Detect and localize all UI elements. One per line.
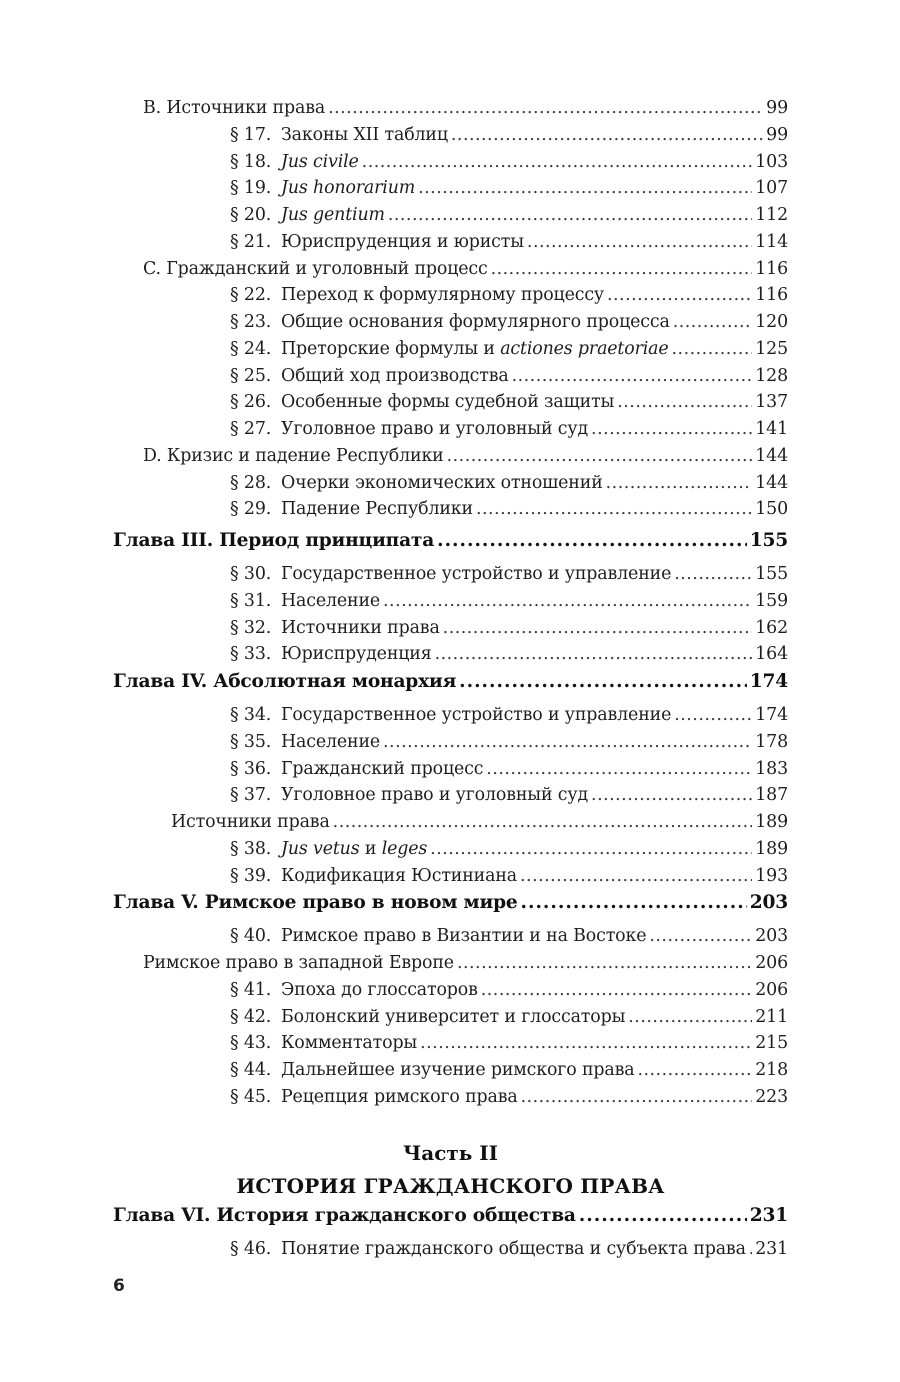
- toc-entry-title: [281, 232, 524, 252]
- toc-page-number: 159: [755, 590, 788, 611]
- dot-leader: [607, 285, 752, 305]
- toc-page-number: 189: [755, 812, 788, 832]
- dot-leader: [388, 205, 752, 225]
- toc-page-number: 206: [755, 979, 788, 1000]
- toc-page-number: 120: [755, 312, 788, 332]
- toc-paragraph-entry[interactable]: [113, 785, 788, 812]
- toc-title-segment: Глава VI. История гражданского общества: [113, 1205, 576, 1226]
- toc-entry-title: [281, 366, 509, 386]
- toc-entry-title: [281, 785, 588, 805]
- toc-page-number: 99: [766, 124, 788, 145]
- toc-section-entry[interactable]: [113, 98, 788, 125]
- toc-chapter-entry[interactable]: [113, 892, 788, 926]
- toc-page-number: 137: [755, 392, 788, 413]
- toc-paragraph-entry[interactable]: [113, 205, 788, 232]
- toc-page-number: 174: [749, 671, 788, 692]
- toc-paragraph-number: § 37.: [230, 785, 272, 806]
- toc-paragraph-number: § 41.: [230, 979, 272, 1000]
- toc-entry-title: [281, 705, 671, 725]
- toc-paragraph-entry[interactable]: [113, 618, 788, 645]
- toc-paragraph-entry[interactable]: [113, 232, 788, 259]
- toc-page-number: 206: [755, 953, 788, 973]
- toc-page-number: 218: [755, 1060, 788, 1080]
- toc-paragraph-entry[interactable]: [113, 1239, 788, 1266]
- toc-paragraph-entry[interactable]: [113, 152, 788, 179]
- toc-paragraph-entry[interactable]: [113, 926, 788, 953]
- toc-title-segment: Дальнейшее изучение римского права: [281, 1060, 635, 1080]
- toc-title-segment: Юриспруденция: [281, 644, 432, 665]
- toc-title-italic-segment: Jus gentium: [281, 205, 385, 225]
- toc-entry-title: [281, 980, 478, 1000]
- dot-leader: [418, 178, 752, 198]
- toc-page-number: 211: [755, 1006, 788, 1027]
- toc-title-segment: Римское право в Византии и на Востоке: [281, 926, 647, 947]
- toc-page-number: 183: [755, 758, 788, 779]
- dot-leader: [420, 1033, 752, 1053]
- dot-leader: [383, 732, 752, 752]
- toc-page-number: 155: [755, 564, 788, 584]
- toc-chapter-entry[interactable]: [113, 530, 788, 564]
- toc-title-segment: Население: [281, 731, 381, 752]
- dot-leader: [674, 564, 752, 584]
- toc-title-segment: Законы XII таблиц: [281, 124, 448, 145]
- toc-paragraph-number: § 22.: [230, 285, 272, 306]
- toc-paragraph-entry[interactable]: [113, 499, 788, 526]
- page-number: 6: [113, 1276, 125, 1296]
- toc-page-number: 116: [755, 285, 788, 306]
- toc-page-number: 203: [749, 892, 788, 914]
- toc-title-segment: Рецепция римского права: [281, 1086, 518, 1107]
- dot-leader: [520, 866, 752, 886]
- toc-entry-title: [281, 926, 646, 946]
- toc-paragraph-number: § 43.: [230, 1033, 272, 1054]
- toc-title-segment: и: [359, 838, 382, 859]
- toc-paragraph-number: § 18.: [230, 151, 272, 172]
- dot-leader: [672, 339, 753, 359]
- toc-title-segment: Общие основания формулярного процесса: [281, 312, 670, 332]
- toc-paragraph-entry[interactable]: [113, 759, 788, 786]
- toc-paragraph-number: § 27.: [230, 419, 272, 439]
- table-of-contents: [113, 98, 788, 1114]
- dot-leader: [430, 839, 752, 859]
- toc-title-segment: Источники права: [281, 617, 440, 638]
- toc-entry-title: [281, 178, 415, 198]
- dot-leader: [521, 892, 747, 913]
- toc-title-italic-segment: leges: [381, 838, 428, 859]
- toc-title-segment: Уголовное право и уголовный суд: [281, 785, 589, 806]
- toc-paragraph-entry[interactable]: [113, 339, 788, 366]
- toc-paragraph-number: § 33.: [230, 644, 272, 665]
- toc-page-number: 193: [755, 865, 788, 886]
- dot-leader: [749, 1239, 752, 1259]
- dot-leader: [527, 232, 752, 252]
- toc-page-number: 112: [755, 205, 788, 225]
- dot-leader: [579, 1205, 747, 1226]
- toc-entry-title: [171, 812, 330, 832]
- toc-entry-title: [143, 446, 444, 466]
- toc-paragraph-number: § 31.: [230, 590, 272, 611]
- toc-paragraph-number: § 44.: [230, 1060, 272, 1080]
- toc-page-number: 114: [755, 231, 788, 252]
- toc-subsection-entry[interactable]: [113, 812, 788, 839]
- toc-page-number: 99: [766, 98, 788, 118]
- toc-paragraph-number: § 40.: [230, 926, 272, 947]
- toc-paragraph-number: § 19.: [230, 178, 272, 199]
- table-of-contents-continued: [113, 1205, 788, 1266]
- dot-leader: [637, 1060, 752, 1080]
- toc-page-number: 155: [749, 530, 788, 551]
- toc-page-number: 187: [755, 785, 788, 806]
- toc-paragraph-number: § 28.: [230, 472, 272, 493]
- toc-title-segment: Кодификация Юстиниана: [281, 865, 518, 886]
- toc-title-segment: Преторские формулы и: [281, 338, 501, 359]
- toc-paragraph-entry[interactable]: [113, 705, 788, 732]
- toc-page-number: 231: [755, 1239, 788, 1259]
- toc-entry-title: [143, 98, 325, 118]
- toc-section-entry[interactable]: [113, 259, 788, 286]
- dot-leader: [447, 446, 753, 466]
- toc-paragraph-number: § 21.: [230, 231, 272, 252]
- toc-paragraph-entry[interactable]: [113, 392, 788, 419]
- toc-title-segment: Государственное устройство и управление: [281, 564, 672, 584]
- toc-paragraph-entry[interactable]: [113, 1007, 788, 1034]
- part-number: Часть II: [402, 1141, 499, 1165]
- toc-entry-title: [281, 644, 432, 664]
- toc-title-italic-segment: actiones praetoriae: [500, 338, 669, 359]
- toc-page-number: 125: [755, 338, 788, 359]
- toc-entry-title: [281, 591, 380, 611]
- toc-page-number: 203: [755, 926, 788, 947]
- toc-paragraph-number: § 38.: [230, 838, 272, 859]
- dot-leader: [521, 1087, 753, 1107]
- toc-title-segment: Гражданский процесс: [281, 758, 484, 779]
- toc-entry-title: [281, 392, 614, 412]
- dot-leader: [674, 705, 752, 725]
- dot-leader: [362, 152, 753, 172]
- toc-title-segment: Глава III. Период принципата: [113, 530, 435, 551]
- toc-title-segment: Источники права: [171, 812, 330, 832]
- toc-title-segment: Эпоха до глоссаторов: [281, 979, 478, 1000]
- toc-paragraph-number: § 30.: [230, 564, 272, 584]
- toc-chapter-entry[interactable]: [113, 671, 788, 705]
- toc-paragraph-entry[interactable]: [113, 419, 788, 446]
- toc-entry-title: [281, 152, 359, 172]
- toc-page-number: 162: [755, 617, 788, 638]
- toc-entry-title: [281, 564, 671, 584]
- toc-entry-title: [281, 618, 440, 638]
- toc-title-segment: Государственное устройство и управление: [281, 705, 672, 725]
- dot-leader: [649, 926, 752, 946]
- toc-paragraph-entry[interactable]: [113, 285, 788, 312]
- dot-leader: [459, 671, 747, 692]
- dot-leader: [333, 812, 753, 832]
- toc-paragraph-entry[interactable]: [113, 1060, 788, 1087]
- toc-paragraph-entry[interactable]: [113, 866, 788, 893]
- toc-title-segment: Болонский университет и глоссаторы: [281, 1006, 626, 1027]
- dot-leader: [491, 259, 753, 279]
- toc-title-segment: D. Кризис и падение Республики: [143, 445, 444, 466]
- toc-page-number: 116: [755, 258, 788, 279]
- toc-page-number: 107: [755, 178, 788, 199]
- toc-paragraph-entry[interactable]: [113, 644, 788, 671]
- toc-paragraph-number: § 23.: [230, 312, 272, 332]
- toc-paragraph-entry[interactable]: [113, 839, 788, 866]
- toc-entry-title: [281, 339, 669, 359]
- toc-paragraph-entry[interactable]: [113, 591, 788, 618]
- dot-leader: [437, 530, 747, 551]
- toc-entry-title: [281, 419, 588, 439]
- toc-page-number: 174: [755, 705, 788, 725]
- toc-title-segment: Римское право в западной Европе: [143, 953, 454, 973]
- toc-entry-title: [113, 671, 456, 692]
- toc-paragraph-number: § 20.: [230, 205, 272, 225]
- toc-paragraph-number: § 35.: [230, 731, 272, 752]
- toc-title-italic-segment: Jus honorarium: [281, 178, 416, 199]
- toc-paragraph-entry[interactable]: [113, 366, 788, 393]
- toc-entry-title: [281, 839, 427, 859]
- toc-paragraph-number: § 39.: [230, 865, 272, 886]
- toc-chapter-entry[interactable]: [113, 1205, 788, 1239]
- toc-entry-title: [281, 125, 448, 145]
- toc-entry-title: [281, 866, 517, 886]
- toc-paragraph-entry[interactable]: [113, 732, 788, 759]
- toc-title-segment: Падение Республики: [281, 499, 473, 520]
- toc-title-segment: Глава V. Римское право в новом мире: [113, 892, 518, 914]
- toc-entry-title: [143, 259, 488, 279]
- toc-page-number: 215: [755, 1033, 788, 1054]
- toc-title-segment: Очерки экономических отношений: [281, 472, 603, 493]
- part-heading: [113, 1138, 788, 1204]
- toc-paragraph-entry[interactable]: [113, 125, 788, 152]
- toc-title-segment: Глава IV. Абсолютная монархия: [113, 671, 457, 692]
- toc-title-italic-segment: Jus vetus: [281, 838, 360, 859]
- toc-section-entry[interactable]: [113, 953, 788, 980]
- toc-page-number: 144: [755, 445, 788, 466]
- toc-paragraph-entry[interactable]: [113, 980, 788, 1007]
- toc-title-segment: Комментаторы: [281, 1033, 418, 1054]
- dot-leader: [486, 759, 752, 779]
- toc-entry-title: [113, 530, 434, 551]
- toc-entry-title: [281, 499, 473, 519]
- toc-entry-title: [281, 1060, 634, 1080]
- toc-entry-title: [113, 1205, 576, 1226]
- toc-entry-title: [281, 312, 670, 332]
- toc-page-number: 144: [755, 472, 788, 493]
- toc-page-number: 164: [755, 644, 788, 665]
- toc-entry-title: [281, 285, 604, 305]
- toc-paragraph-number: § 25.: [230, 365, 272, 386]
- dot-leader: [512, 366, 753, 386]
- dot-leader: [481, 980, 753, 1000]
- toc-title-segment: Общий ход производства: [281, 365, 509, 386]
- toc-paragraph-number: § 17.: [230, 124, 272, 145]
- toc-section-entry[interactable]: [113, 446, 788, 473]
- toc-entry-title: [143, 953, 454, 973]
- toc-entry-title: [281, 759, 483, 779]
- toc-paragraph-number: § 32.: [230, 617, 272, 638]
- toc-paragraph-number: § 34.: [230, 705, 272, 725]
- dot-leader: [435, 644, 753, 664]
- toc-entry-title: [281, 1033, 417, 1053]
- toc-paragraph-entry[interactable]: [113, 564, 788, 591]
- toc-title-segment: Понятие гражданского общества и субъекта права: [281, 1239, 746, 1259]
- dot-leader: [328, 98, 763, 118]
- toc-paragraph-number: § 36.: [230, 758, 272, 779]
- dot-leader: [617, 392, 752, 412]
- toc-page-number: 128: [755, 365, 788, 386]
- toc-paragraph-entry[interactable]: [113, 312, 788, 339]
- toc-paragraph-number: § 45.: [230, 1086, 272, 1107]
- toc-title-segment: Уголовное право и уголовный суд: [281, 419, 589, 439]
- toc-page-number: 231: [749, 1205, 788, 1226]
- toc-title-segment: B. Источники права: [143, 98, 326, 118]
- dot-leader: [457, 953, 752, 973]
- dot-leader: [673, 312, 753, 332]
- toc-paragraph-entry[interactable]: [113, 178, 788, 205]
- toc-page-number: 103: [755, 151, 788, 172]
- toc-paragraph-entry[interactable]: [113, 1087, 788, 1114]
- toc-paragraph-number: § 26.: [230, 392, 272, 413]
- toc-page-number: 223: [755, 1086, 788, 1107]
- toc-entry-title: [113, 892, 518, 913]
- toc-page-number: 189: [755, 838, 788, 859]
- dot-leader: [443, 618, 753, 638]
- toc-title-segment: Население: [281, 590, 381, 611]
- toc-title-segment: C. Гражданский и уголовный процесс: [143, 258, 488, 279]
- toc-title-segment: Юриспруденция и юристы: [281, 231, 524, 252]
- toc-entry-title: [281, 473, 603, 493]
- toc-entry-title: [281, 205, 385, 225]
- dot-leader: [383, 591, 752, 611]
- dot-leader: [591, 785, 752, 805]
- dot-leader: [591, 419, 752, 439]
- toc-paragraph-number: § 29.: [230, 499, 272, 520]
- toc-paragraph-number: § 24.: [230, 338, 272, 359]
- toc-title-italic-segment: Jus civile: [281, 151, 359, 172]
- toc-entry-title: [281, 1239, 746, 1259]
- part-title: ИСТОРИЯ ГРАЖДАНСКОГО ПРАВА: [236, 1174, 665, 1198]
- dot-leader: [606, 473, 753, 493]
- toc-title-segment: Переход к формулярному процессу: [281, 285, 604, 306]
- toc-entry-title: [281, 732, 380, 752]
- toc-paragraph-entry[interactable]: [113, 473, 788, 500]
- toc-page-number: 141: [755, 419, 788, 439]
- toc-entry-title: [281, 1007, 625, 1027]
- toc-entry-title: [281, 1087, 518, 1107]
- dot-leader: [451, 125, 763, 145]
- toc-page-number: 150: [755, 499, 788, 520]
- toc-paragraph-number: § 46.: [230, 1239, 272, 1259]
- dot-leader: [628, 1007, 752, 1027]
- toc-title-segment: Особенные формы судебной защиты: [281, 392, 615, 413]
- toc-page-number: 178: [755, 731, 788, 752]
- toc-paragraph-entry[interactable]: [113, 1033, 788, 1060]
- toc-paragraph-number: § 42.: [230, 1006, 272, 1027]
- dot-leader: [476, 499, 752, 519]
